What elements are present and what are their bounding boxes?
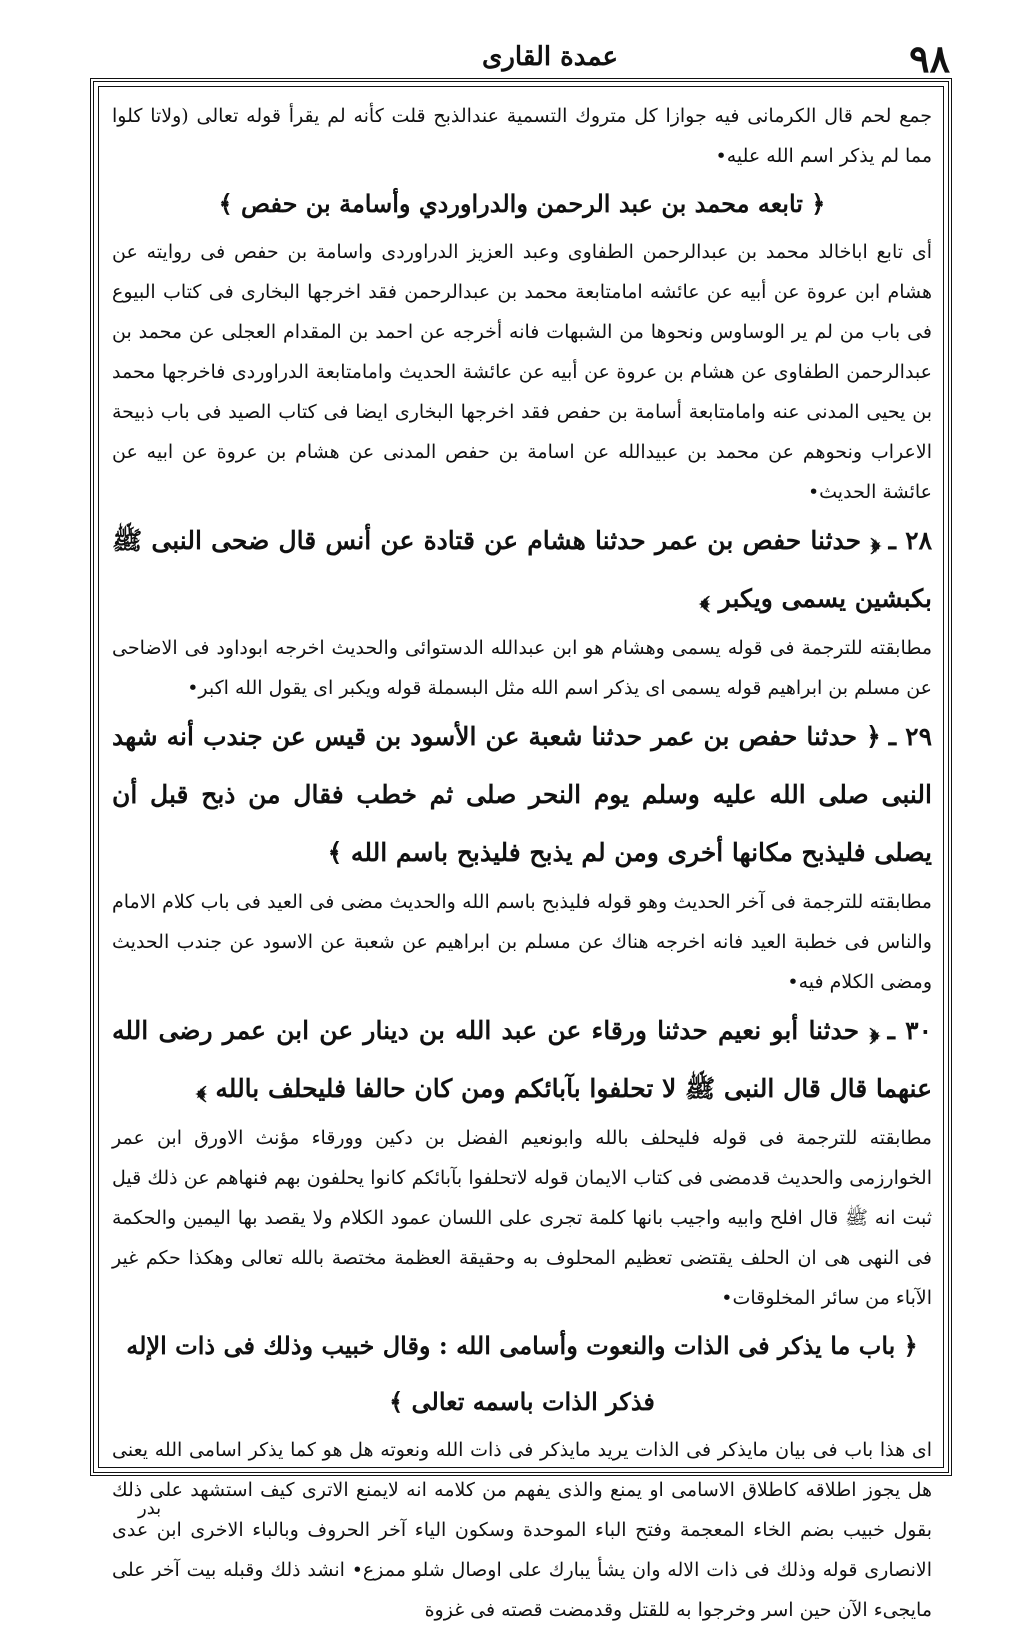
hadith-29 — [112, 708, 932, 882]
commentary-paragraph: أى تابع اباخالد محمد بن عبدالرحمن الطفاوى وعبد العزيز الدراوردى واسامة بن حفص فى روايته عن هشام ابن عروة عن أبيه عن عائشه امامتابعة محمد بن عبدالرحمن فقد اخرجها البخارى فى كتاب البيوع فى باب من لم ير الوساوس ونحوها من الشبهات فانه أخرجه عن احمد بن المقدام العجلى عن محمد بن عبدالرحمن الطفاوى عن هشام بن عروة عن أبيه عن عائشة الحديث وامامتابعة الدراوردى فاخرجها محمد بن يحيى المدنى عنه وامامتابعة أسامة بن حفص فقد اخرجها البخارى ايضا فى كتاب الصيد فى باب ذبيحة الاعراب ونحوهم عن محمد بن عبيدالله عن اسامة بن حفص المدنى عن هشام بن عروة عن ابيه عن عائشة الحديث• — [112, 241, 932, 503]
book-title: عمدة القارى — [482, 42, 618, 72]
paragraph-intro: جمع لحم قال الكرمانى فيه جوازا كل متروك التسمية عندالذبح قلت كأنه لم يقرأ قوله تعالى (ولاتا كلوا مما لم يذكر اسم الله عليه• — [112, 105, 932, 167]
hadith-30 — [112, 1002, 932, 1118]
hadith-text: ﴿ حدثنا حفص بن عمر حدثنا هشام عن قتادة عن أنس قال ضحى النبى ﷺ بكبشين يسمى ويكبر ﴾ — [112, 526, 932, 613]
hadith-number: ٣٠ ـ — [887, 1016, 933, 1045]
heading-mutaba: ﴿ تابعه محمد بن عبد الرحمن والدراوردي وأسامة بن حفص ﴾ — [218, 189, 826, 218]
hadith-number: ٢٨ ـ — [888, 526, 932, 555]
page-number: ٩٨ — [909, 36, 950, 81]
hadith-text: ﴿ حدثنا حفص بن عمر حدثنا شعبة عن الأسود بن قيس عن جندب أنه شهد النبى صلى الله عليه وسلم يوم النحر صلى ثم خطب فقال من ذبح قبل أن يصلى فليذبح مكانها أخرى ومن لم يذبح فليذبح باسم الله ﴾ — [112, 722, 932, 867]
commentary-paragraph: مطابقته للترجمة فى قوله فليحلف بالله وابونعيم الفضل بن دكين وورقاء مؤنث الاورق ابن عمر الخوارزمى والحديث قدمضى فى كتاب الايمان قوله لاتحلفوا بآبائكم كانوا يحلفون بهم فنهاهم عن ذلك قيل ثبت انه ﷺ قال افلح وابيه واجيب بانها كلمة تجرى على اللسان عمود الكلام ولا يقصد بها اليمين والحكمة فى النهى هى ان الحلف يقتضى تعظيم المحلوف به وحقيقة العظمة مختصة بالله تعالى وهكذا حكم غير الآباء من سائر المخلوقات• — [112, 1127, 932, 1309]
hadith-number: ٢٩ ـ — [888, 722, 932, 751]
commentary-paragraph: اى هذا باب فى بيان مايذكر فى الذات يريد مايذكر فى ذات الله ونعوته هل هو كما يذكر اسامى الله يعنى هل يجوز اطلاقه كاطلاق الاسامى او يمنع والذى يفهم من كلامه انه لايمنع الاترى كيف استشهد على ذلك بقول خبيب بضم الخاء المعجمة وفتح الباء الموحدة وسكون الياء آخر الحروف وبالباء الاخرى ابن عدى الانصارى قوله وذلك فى ذات الاله وان يشأ يبارك على اوصال شلو ممزع• انشد ذلك وقبله بيت آخر على مايجىء الآن حين اسر وخرجوا به للقتل وقدمضت قصته فى غزوة — [112, 1439, 932, 1621]
hadith-28 — [112, 512, 932, 628]
commentary-paragraph: مطابقته للترجمة فى قوله يسمى وهشام هو ابن عبدالله الدستوائى والحديث اخرجه ابوداود فى الاضاحى عن مسلم بن ابراهيم قوله يسمى اى يذكر اسم الله مثل البسملة قوله ويكبر اى يقول الله اكبر• — [112, 637, 932, 699]
chapter-heading: ﴿ باب ما يذكر فى الذات والنعوت وأسامى الله : وقال خبيب وذلك فى ذات الإله فذكر الذات باسمه تعالى ﴾ — [126, 1331, 918, 1416]
hadith-text: ﴿ حدثنا أبو نعيم حدثنا ورقاء عن عبد الله بن دينار عن ابن عمر رضى الله عنهما قال قال النبى ﷺ لا تحلفوا بآبائكم ومن كان حالفا فليحلف بالله ﴾ — [112, 1016, 932, 1103]
page-header — [90, 36, 950, 81]
footer-signature: بدر — [138, 1498, 162, 1519]
commentary-paragraph: مطابقته للترجمة فى آخر الحديث وهو قوله فليذبح باسم الله والحديث مضى فى العيد فى باب كلام الامام والناس فى خطبة العيد فانه اخرجه هناك عن مسلم بن ابراهيم عن شعبة عن الاسود عن جندب الحديث ومضى الكلام فيه• — [112, 891, 932, 993]
